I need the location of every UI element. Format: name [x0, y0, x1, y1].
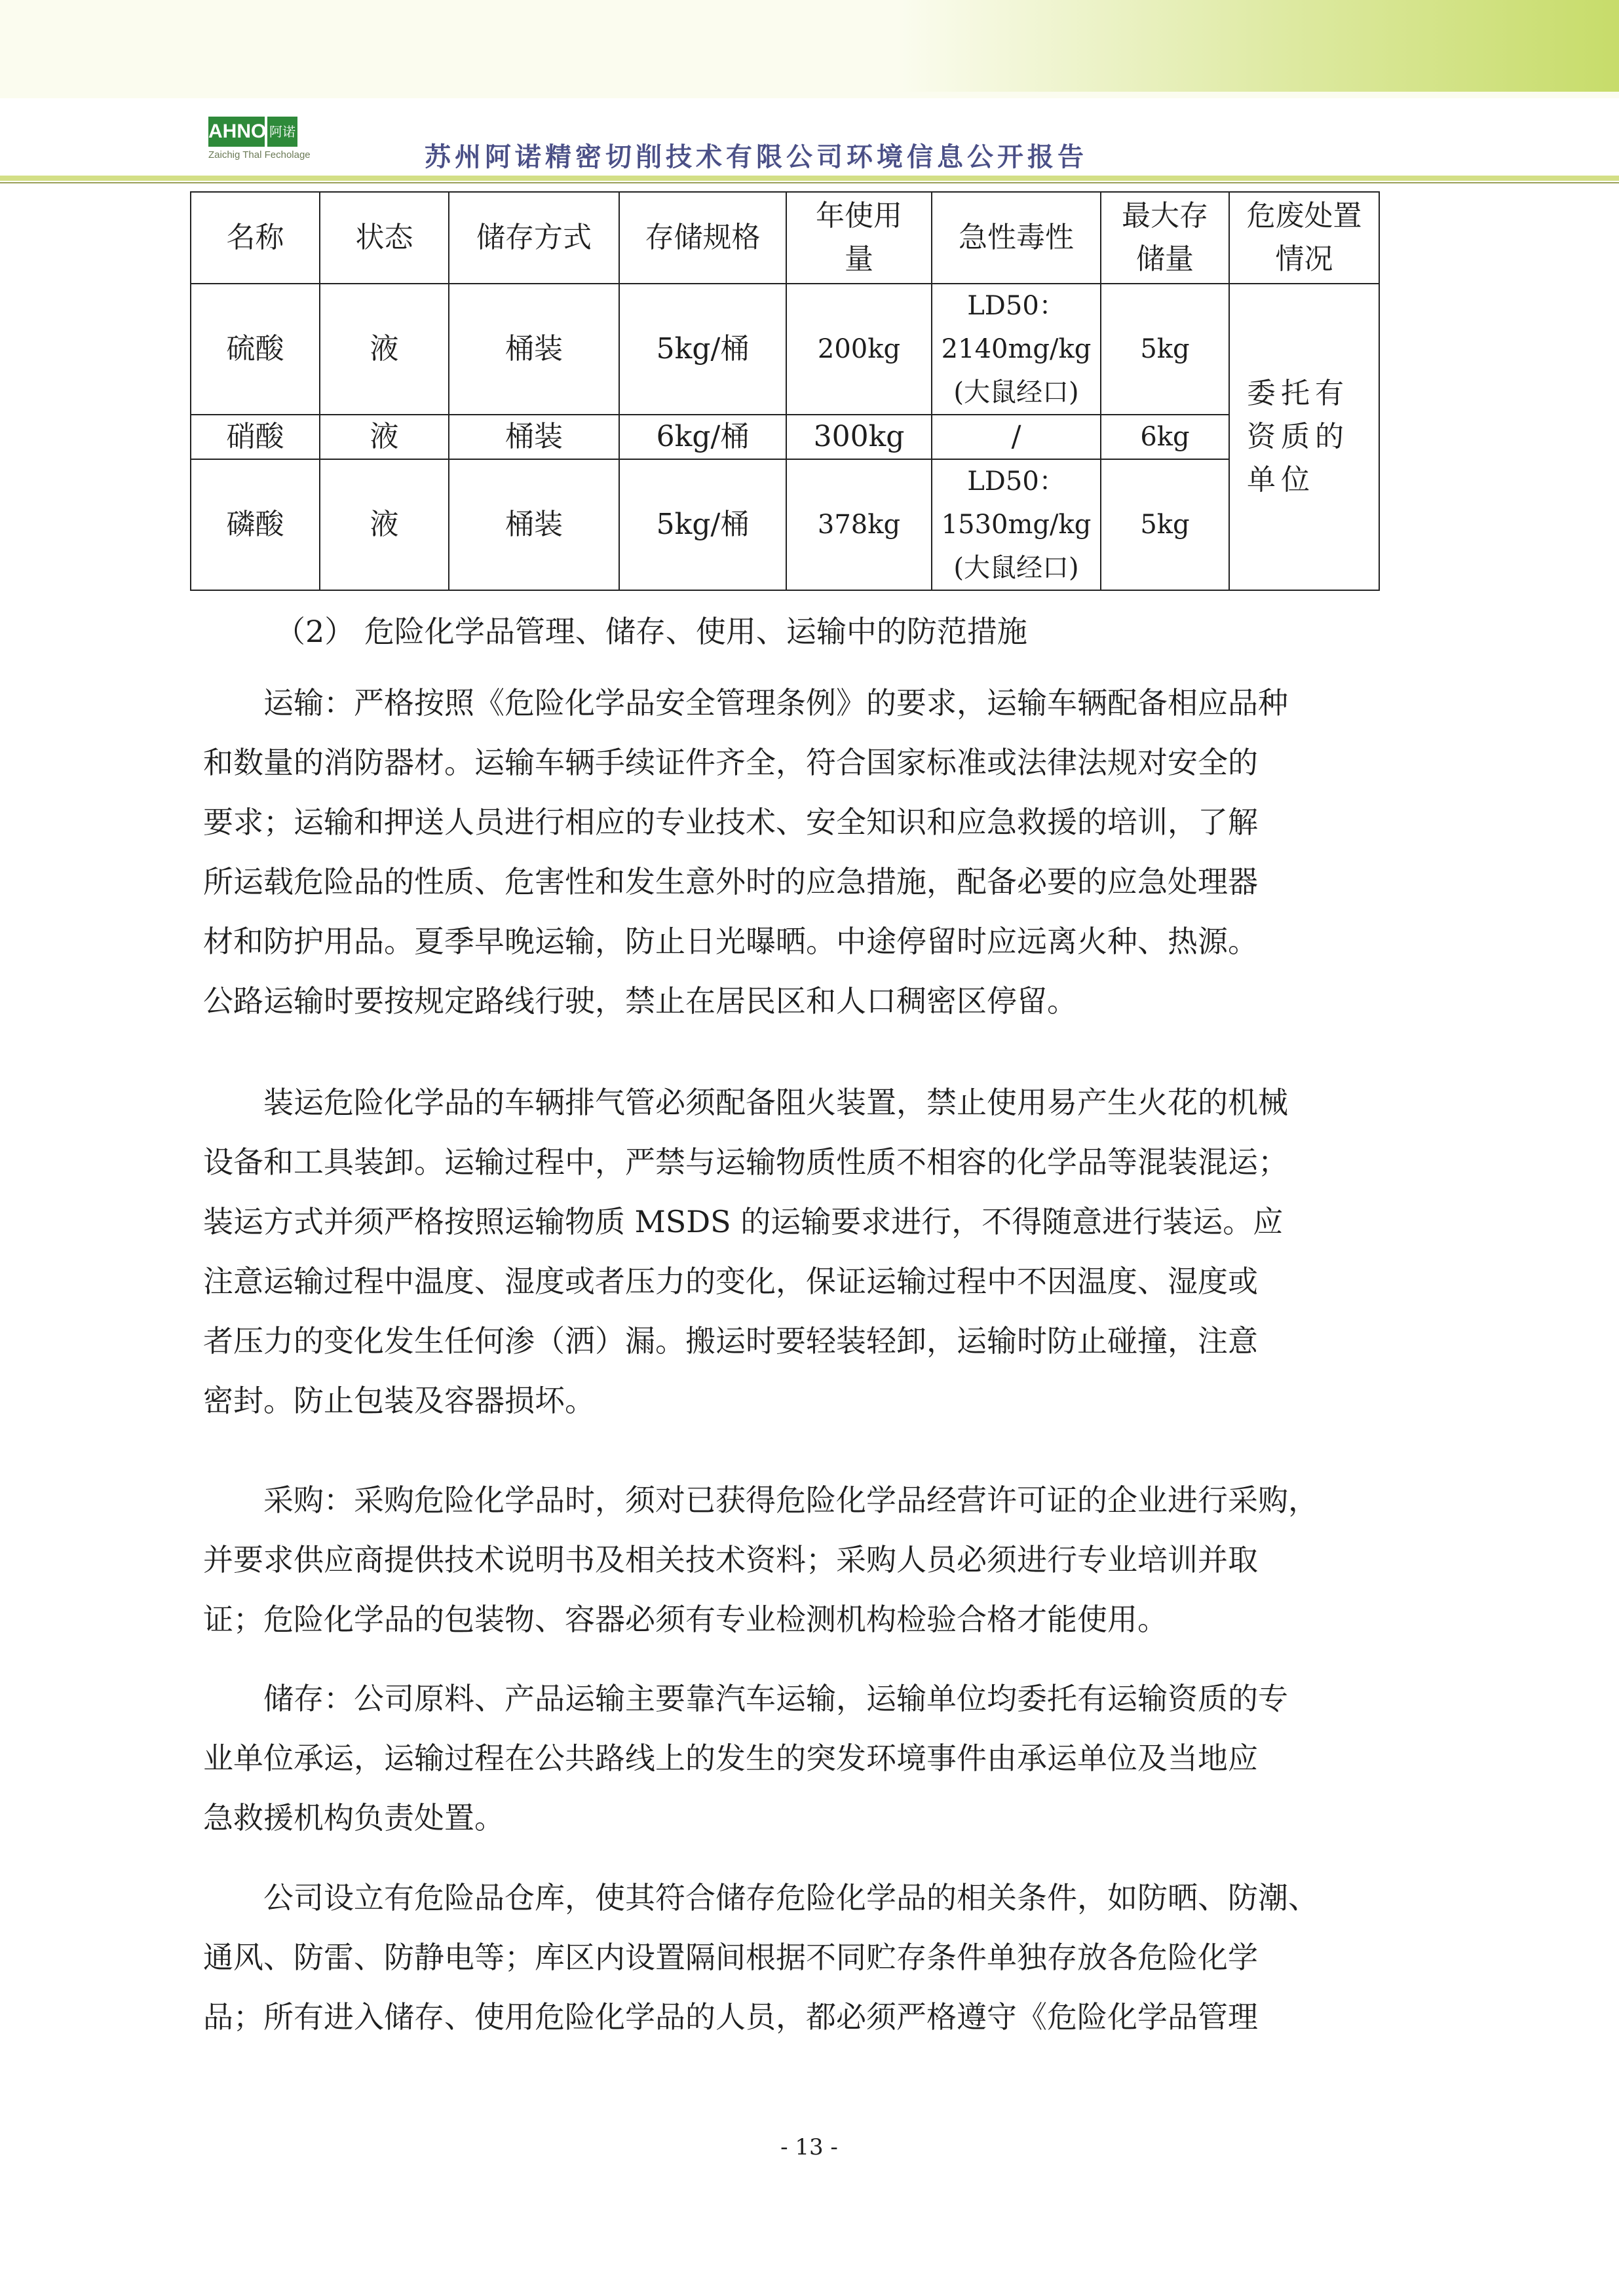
para-line: 材和防护用品。夏季早晚运输，防止日光曝晒。中途停留时应远离火种、热源。: [203, 924, 1258, 959]
table-row: [191, 459, 1379, 590]
cell-annual: 300kg: [786, 415, 932, 459]
para-line: 和数量的消防器材。运输车辆手续证件齐全，符合国家标准或法律法规对安全的: [203, 745, 1258, 780]
header-gradient: [898, 0, 1619, 92]
logo-text: AHNO: [208, 117, 265, 147]
para-line: 设备和工具装卸。运输过程中，严禁与运输物质性质不相容的化学品等混装混运；: [203, 1144, 1288, 1180]
para-line: 储存：公司原料、产品运输主要靠汽车运输，运输单位均委托有运输资质的专: [263, 1681, 1288, 1716]
report-title: 苏州阿诺精密切削技术有限公司环境信息公开报告: [425, 141, 1088, 172]
header-cell: 存储规格: [619, 192, 786, 284]
paragraph-loading: [203, 1073, 1382, 1431]
para-line: 运输：严格按照《危险化学品安全管理条例》的要求，运输车辆配备相应品种: [263, 685, 1288, 721]
cell-toxicity: [932, 284, 1101, 415]
table-row: [191, 284, 1379, 415]
cell-storage: 桶装: [449, 459, 619, 590]
paragraph-procurement: [203, 1471, 1382, 1649]
header-cell: [1229, 192, 1379, 284]
cell-max: 5kg: [1101, 284, 1229, 415]
header-cell: 储存方式: [449, 192, 619, 284]
para-line: 公司设立有危险品仓库，使其符合储存危险化学品的相关条件，如防晒、防潮、: [263, 1880, 1318, 1915]
cell-toxicity: [932, 459, 1101, 590]
header-cell: [786, 192, 932, 284]
cell-toxicity: /: [932, 415, 1101, 459]
cell-storage: 桶装: [449, 284, 619, 415]
para-line: 者压力的变化发生任何渗（洒）漏。搬运时要轻装轻卸，运输时防止碰撞，注意: [203, 1323, 1258, 1359]
chemical-table: [190, 191, 1380, 591]
header-divider-thin: [0, 182, 1619, 183]
header-cell-text: 年使用量: [816, 199, 902, 276]
para-line: 注意运输过程中温度、湿度或者压力的变化，保证运输过程中不因温度、湿度或: [203, 1264, 1258, 1299]
cell-annual: 200kg: [786, 284, 932, 415]
cell-state: 液: [320, 284, 449, 415]
cell-spec: 5kg/桶: [619, 459, 786, 590]
cell-storage: 桶装: [449, 415, 619, 459]
para-line: 证；危险化学品的包装物、容器必须有专业检测机构检验合格才能使用。: [203, 1602, 1168, 1637]
toxicity-line: 2140mg/kg: [941, 334, 1092, 364]
toxicity-line: (大鼠经口): [953, 553, 1079, 583]
header-cell: 名称: [191, 192, 320, 284]
paragraph-transport: [203, 673, 1382, 1031]
para-line: 通风、防雷、防静电等；库区内设置隔间根据不同贮存条件单独存放各危险化学: [203, 1940, 1258, 1975]
cell-state: 液: [320, 415, 449, 459]
toxicity-line: (大鼠经口): [953, 377, 1079, 407]
header-cell: 状态: [320, 192, 449, 284]
para-line: 所运载危险品的性质、危害性和发生意外时的应急措施，配备必要的应急处理器: [203, 864, 1258, 899]
cell-name: 硝酸: [191, 415, 320, 459]
paragraph-warehouse: [203, 1868, 1382, 2047]
logo-cn-text: 阿诺: [267, 117, 297, 147]
cell-spec: 5kg/桶: [619, 284, 786, 415]
cell-spec: 6kg/桶: [619, 415, 786, 459]
table-row: [191, 415, 1379, 459]
cell-name: 硫酸: [191, 284, 320, 415]
para-line: 业单位承运，运输过程在公共路线上的发生的突发环境事件由承运单位及当地应: [203, 1741, 1258, 1776]
section-heading: （2） 危险化学品管理、储存、使用、运输中的防范措施: [275, 614, 1027, 649]
table-header-row: [191, 192, 1379, 284]
cell-disposal: 委托有资质的单位: [1229, 284, 1379, 590]
cell-state: 液: [320, 459, 449, 590]
para-line: 急救援机构负责处置。: [203, 1800, 505, 1835]
header-divider: [0, 176, 1619, 181]
header-cell-text: 危废处置情况: [1246, 199, 1362, 276]
para-line: 装运方式并须严格按照运输物质 MSDS 的运输要求进行，不得随意进行装运。应: [203, 1204, 1284, 1239]
para-line: 装运危险化学品的车辆排气管必须配备阻火装置，禁止使用易产生火花的机械: [263, 1085, 1288, 1120]
toxicity-line: LD50：: [967, 466, 1065, 497]
para-line: 并要求供应商提供技术说明书及相关技术资料；采购人员必须进行专业培训并取: [203, 1542, 1258, 1577]
cell-name: 磷酸: [191, 459, 320, 590]
header-cell: [1101, 192, 1229, 284]
para-line: 品；所有进入储存、使用危险化学品的人员，都必须严格遵守《危险化学品管理: [203, 1999, 1258, 2035]
para-line: 公路运输时要按规定路线行驶，禁止在居民区和人口稠密区停留。: [203, 983, 1077, 1019]
para-line: 密封。防止包装及容器损坏。: [203, 1383, 595, 1418]
cell-annual: 378kg: [786, 459, 932, 590]
header-cell-text: 最大存储量: [1122, 199, 1208, 276]
page-number: - 13 -: [780, 2134, 838, 2160]
cell-max: 5kg: [1101, 459, 1229, 590]
header-cell: 急性毒性: [932, 192, 1101, 284]
para-line: 要求；运输和押送人员进行相应的专业技术、安全知识和应急救援的培训，了解: [203, 804, 1258, 840]
toxicity-line: 1530mg/kg: [941, 510, 1092, 540]
paragraph-storage: [203, 1669, 1382, 1848]
toxicity-line: LD50：: [967, 291, 1065, 321]
cell-max: 6kg: [1101, 415, 1229, 459]
company-logo: [208, 117, 294, 147]
logo-subtitle: Zaichig Thal Fecholage: [208, 149, 311, 160]
para-line: 采购：采购危险化学品时，须对已获得危险化学品经营许可证的企业进行采购，: [263, 1482, 1318, 1518]
